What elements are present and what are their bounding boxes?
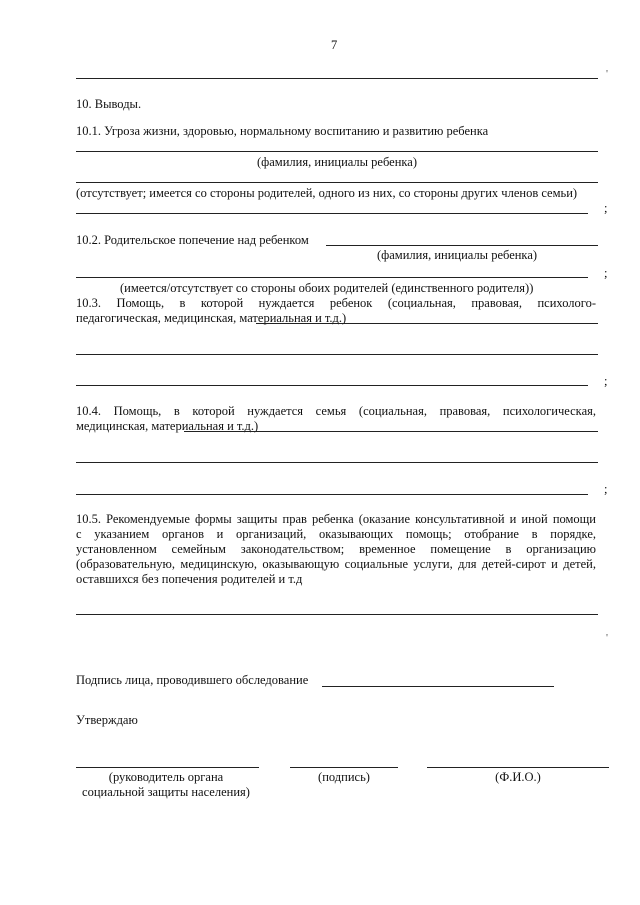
s10-3-field-3[interactable] [76, 385, 588, 386]
s10-5-line5: оставшихся без попечения родителей и т.д [76, 572, 303, 586]
semicolon-mark: ; [604, 482, 608, 496]
signature-hint: (подпись) [318, 770, 370, 784]
s10-4-field-3[interactable] [76, 494, 588, 495]
s10-3-field-2[interactable] [76, 354, 598, 355]
s10-1-child-hint: (фамилия, инициалы ребенка) [256, 155, 418, 169]
head-hint-line2: социальной защиты населения) [82, 785, 250, 799]
approve-label: Утверждаю [76, 713, 138, 727]
s10-2-child-hint: (фамилия, инициалы ребенка) [377, 248, 538, 262]
s10-2-child-field[interactable] [326, 245, 598, 246]
margin-mark: ' [606, 68, 608, 80]
s10-5-line4: (образовательную, медицинскую, оказывающую социальные услуги, для детей-сирот и детей, [76, 557, 596, 571]
s10-1-source-hint: (отсутствует; имеется со стороны родителей, одного из них, со стороны других членов семьи) [76, 186, 578, 200]
s10-5-line3: установленном семейным законодательством; временное помещение в организацию [76, 542, 596, 556]
margin-mark: ' [606, 632, 608, 644]
signature-field[interactable] [322, 686, 554, 687]
head-hint-line1: (руководитель органа [108, 770, 224, 784]
signature-line-field[interactable] [290, 767, 398, 768]
s10-4-field-2[interactable] [76, 462, 598, 463]
s10-3-line1: 10.3. Помощь, в которой нуждается ребенок (социальная, правовая, психолого- [76, 296, 596, 310]
s10-1-source-field[interactable] [76, 182, 598, 183]
section-title: 10. Выводы. [76, 97, 142, 111]
s10-2-parents-hint: (имеется/отсутствует со стороны обоих родителей (единственного родителя)) [120, 281, 534, 295]
s10-4-line1: 10.4. Помощь, в которой нуждается семья (социальная, правовая, психологическая, [76, 404, 596, 418]
s10-5-field[interactable] [76, 614, 598, 615]
s10-4-field-1[interactable] [184, 431, 598, 432]
s10-5-line1: 10.5. Рекомендуемые формы защиты прав ребенка (оказание консультативной и иной помощи [76, 512, 596, 526]
s10-4-line2: медицинская, материальная и т.д.) [76, 419, 259, 433]
s10-3-field-1[interactable] [256, 323, 598, 324]
semicolon-mark: ; [604, 266, 608, 280]
page-number: 7 [331, 38, 338, 52]
s10-1-extra-field[interactable] [76, 213, 588, 214]
top-rule [76, 78, 598, 79]
semicolon-mark: ; [604, 201, 608, 215]
s10-3-line2: педагогическая, медицинская, материальная и т.д.) [76, 311, 347, 325]
fio-field[interactable] [427, 767, 609, 768]
s10-2-label: 10.2. Родительское попечение над ребенком [76, 233, 309, 247]
s10-5-line2: с указанием органов и организаций, оказывающих помощь; отобрание в порядке, [76, 527, 596, 541]
s10-1-child-field[interactable] [76, 151, 598, 152]
fio-hint: (Ф.И.О.) [495, 770, 541, 784]
semicolon-mark: ; [604, 374, 608, 388]
s10-2-parents-field[interactable] [76, 277, 588, 278]
head-field[interactable] [76, 767, 259, 768]
s10-1-label: 10.1. Угроза жизни, здоровью, нормальному воспитанию и развитию ребенка [76, 124, 489, 138]
signature-label: Подпись лица, проводившего обследование [76, 673, 309, 687]
